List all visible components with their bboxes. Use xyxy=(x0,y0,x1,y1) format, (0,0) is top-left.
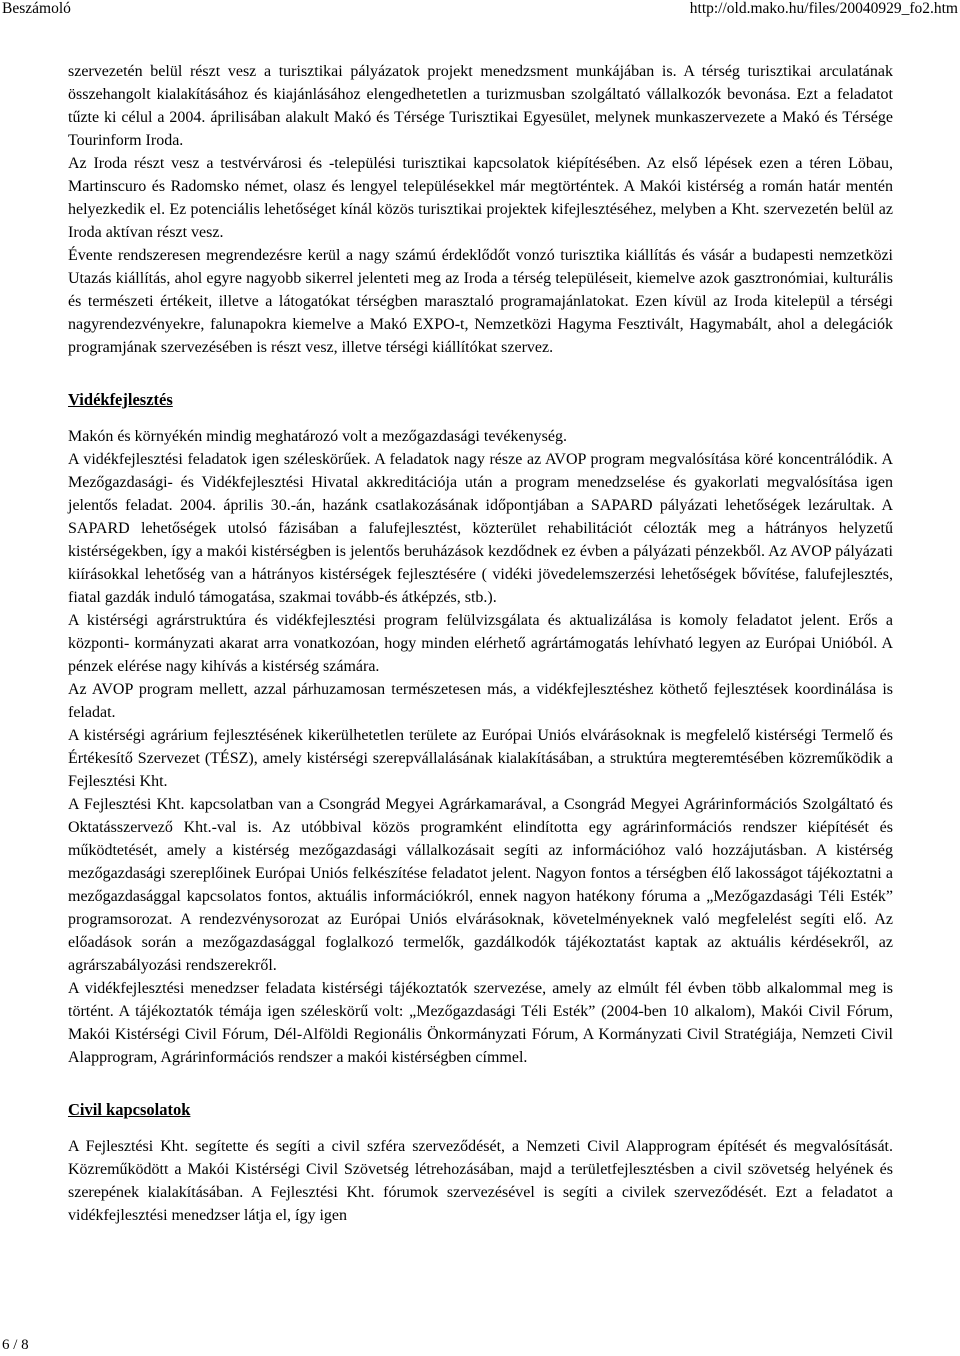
paragraph: Évente rendszeresen megrendezésre kerül a nagy számú érdeklődőt vonzó turisztika kiállítás és vásár a budapesti nemzetközi Utazás kiállítás, ahol egyre nagyobb sikerrel jelenteti meg az Iroda a térség településeit, kiemelve azok gasztronómiai, kulturális és természeti értékeit, illetve a látogatókat térségben marasztaló programajánlatokat. Ezen kívül az Iroda kitelepül a térségi nagyrendezvényekre, falunapokra kiemelve a Makó EXPO-t, Nemzetközi Hagyma Fesztivált, Hagymabált, ahol a delegációk programjának szervezésében is részt vesz, illetve térségi kiállítókat szervez. xyxy=(68,247,893,356)
document-title: Beszámoló xyxy=(2,0,71,17)
paragraph: A vidékfejlesztési feladatok igen széleskörűek. A feladatok nagy része az AVOP program megvalósítása köré koncentrálódik. A Mezőgazdasági- és Vidékfejlesztési Hivatal akkreditációja után a program menedzselése és gyakorlati megvalósítása igen jelentős feladat. 2004. április 30.-án, hazánk csatlakozásának időpontjában a SAPARD pályázati lehetőségek lezárultak. A SAPARD lehetőségek utolsó fázisában a falufejlesztést, közterület rehabilitációt célozták meg a hátrányos helyzetű kistérségekben, így a makói kistérségben is jelentős beruházások kezdődnek ez évben a pályázati pénzekből. Az AVOP pályázati kiírásokkal lehetőség van a hátrányos kistérségek fejlesztésére ( vidéki jövedelemszerzési lehetőségek bővítése, falufejlesztés, fiatal gazdák induló támogatása, szakmai tovább-és átképzés, stb.). xyxy=(68,451,893,606)
paragraph: A vidékfejlesztési menedzser feladata kistérségi tájékoztatók szervezése, amely az elmúlt fél évben több alkalommal meg is történt. A tájékoztatók témája igen széleskörű volt: „Mezőgazdasági Téli Esték” (2004-ben 10 alkalom), Makói Civil Fórum, Makói Kistérségi Civil Fórum, Dél-Alföldi Regionális Önkormányzati Fórum, A Kormányzati Civil Stratégiája, Nemzeti Civil Alapprogram, Agrárinformációs rendszer a makói kistérségben címmel. xyxy=(68,980,893,1066)
paragraph: A Fejlesztési Kht. kapcsolatban van a Csongrád Megyei Agrárkamarával, a Csongrád Megyei Agrárinformációs Szolgáltató és Oktatásszervező Kht.-val is. Az utóbbival közös programként elindította egy agrárinformációs rendszer kiépítését és működtetését, amely a kistérség mezőgazdasági vállalkozásait segíti az információhoz való hozzájutásban. A kistérség mezőgazdasági szereplőinek Európai Uniós felkészítése feladatot jelent. Nagyon fontos a térségben élő lakosságot tájékoztatni a mezőgazdasággal kapcsolatos fontos, aktuális információkról, ennek nagyon hatékony fóruma a „Mezőgazdasági Téli Esték” programsorozat. A rendezvénysorozat az Európai Uniós elvárásoknak, követelményeknek való megfelelést segíti elő. Az előadások során a mezőgazdasággal foglalkozó termelők, gazdálkodók tájékoztatást kaptak az aktuális kérdésekről, az agrárszabályozási rendszerekről. xyxy=(68,796,893,974)
paragraph: A kistérségi agrárstruktúra és vidékfejlesztési program felülvizsgálata és aktualizálása is komoly feladatot jelent. Erős a központi- kormányzati akarat arra vonatkozóan, hogy minden elérhető agrártámogatás lehívható legyen az Európai Unióból. A pénzek elérése nagy kihívás a kistérség számára. xyxy=(68,612,893,675)
section-heading-civil-kapcsolatok: Civil kapcsolatok xyxy=(68,1100,191,1119)
document-url: http://old.mako.hu/files/20040929_fo2.htm xyxy=(689,0,958,17)
paragraph: A Fejlesztési Kht. segítette és segíti a civil szféra szerveződését, a Nemzeti Civil Alapprogram építését és megvalósítását. Közreműködött a Makói Kistérségi Civil Szövetség létrehozásában, majd a területfejlesztésben a civil szövetség helyének és szerepének kialakításában. A Fejlesztési Kht. fórumok szervezésével is segíti a civilek szerveződését. Ezt a feladatot a vidékfejlesztési menedzser látja el, így igen xyxy=(68,1138,893,1224)
paragraph: Az Iroda részt vesz a testvérvárosi és -települési turisztikai kapcsolatok kiépítésében. Az első lépések ezen a téren Löbau, Martinscuro és Radomsko német, olasz és lengyel településekkel már megtörténtek. A Makói kistérség a román határ mentén helyezkedik el. Ez potenciális lehetőséget kínál közös turisztikai projektek kifejlesztéséhez, melyben a Kht. szervezetén belül az Iroda aktívan részt vesz. xyxy=(68,155,893,241)
section-heading-videkfejlesztes: Vidékfejlesztés xyxy=(68,390,173,409)
paragraph: Makón és környékén mindig meghatározó volt a mezőgazdasági tevékenység. xyxy=(68,428,567,445)
paragraph: A kistérségi agrárium fejlesztésének kikerülhetetlen területe az Európai Uniós elvárásoknak is megfelelő kistérségi Termelő és Értékesítő Szervezet (TÉSZ), amely kistérségi szerepvállalásának kialakításában, a struktúra megteremtésében közreműködik a Fejlesztési Kht. xyxy=(68,727,893,790)
paragraph: szervezetén belül részt vesz a turisztikai pályázatok projekt menedzsment munkájában is. A térség turisztikai arculatának összehangolt kialakításához és kiajánlásához elengedhetetlen a turizmusban szolgáltató vállalkozók bevonása. Ezt a feladatot tűzte ki célul a 2004. áprilisában alakult Makó és Térsége Turisztikai Egyesület, melynek munkaszervezete a Makó és Térsége Tourinform Iroda. xyxy=(68,63,893,149)
page-number: 6 / 8 xyxy=(2,1337,29,1353)
paragraph: Az AVOP program mellett, azzal párhuzamosan természetesen más, a vidékfejlesztéshez köthető fejlesztések koordinálása is feladat. xyxy=(68,681,893,721)
page-content xyxy=(68,60,893,1227)
